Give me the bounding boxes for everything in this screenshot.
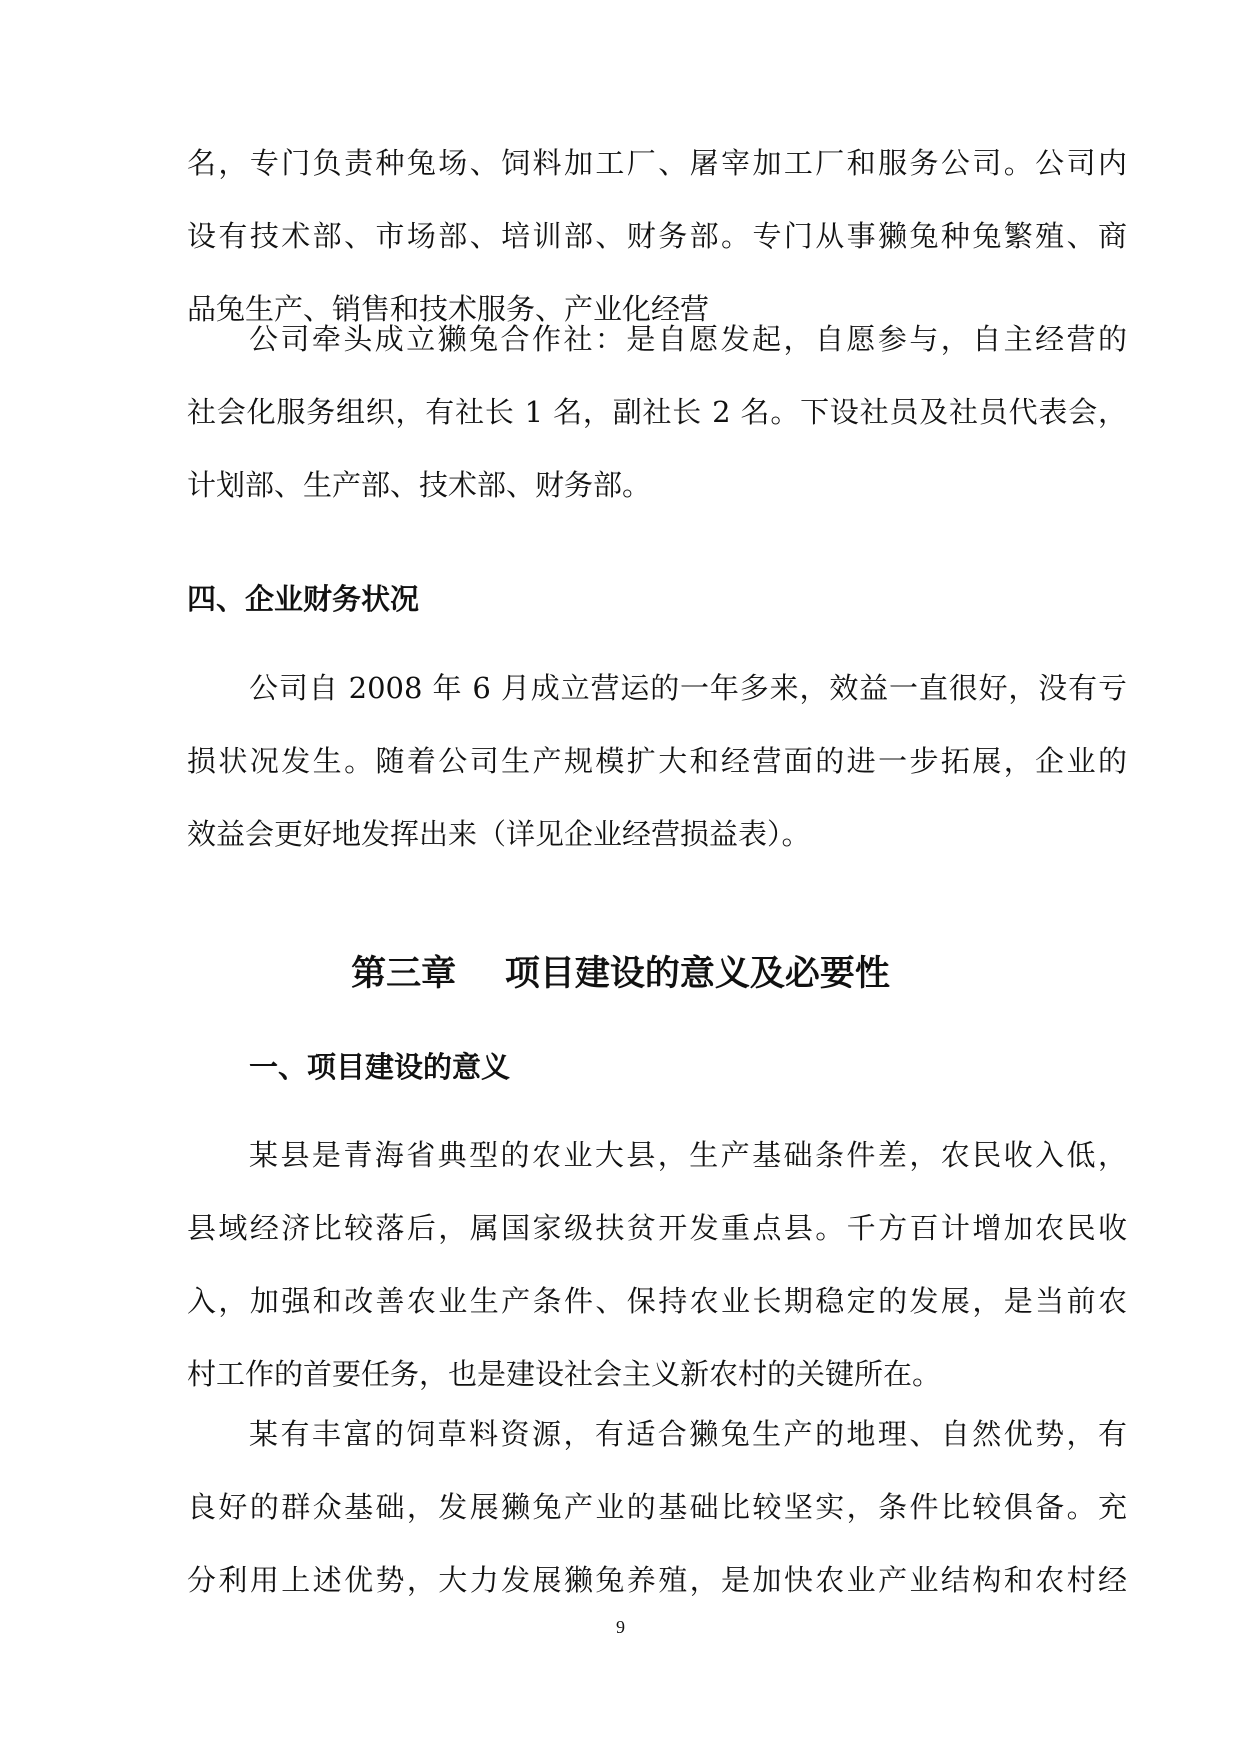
text-line: 品兔生产、销售和技术服务、产业化经营: [187, 292, 710, 326]
text-line: 效益会更好地发挥出来（详见企业经营损益表）。: [187, 817, 811, 851]
paragraph-cooperative: [187, 303, 1127, 522]
text-line: 分利用上述优势，大力发展獭兔养殖，是加快农业产业结构和农村经: [187, 1563, 1127, 1597]
paragraph-county: [187, 1119, 1127, 1411]
text-line: 名，专门负责种兔场、饲料加工厂、屠宰加工厂和服务公司。公司内: [187, 146, 1127, 180]
text-line: 公司自 2008 年 6 月成立营运的一年多来，效益一直很好，没有亏: [249, 671, 1127, 705]
chapter-title: 第三章 项目建设的意义及必要性: [351, 954, 890, 994]
text-line: 入，加强和改善农业生产条件、保持农业长期稳定的发展，是当前农: [187, 1284, 1127, 1318]
text-line: 良好的群众基础，发展獭兔产业的基础比较坚实，条件比较俱备。充: [187, 1490, 1127, 1524]
paragraph-resources: [187, 1398, 1127, 1617]
text-line: 某有丰富的饲草料资源，有适合獭兔生产的地理、自然优势，有: [249, 1417, 1127, 1451]
text-line: 计划部、生产部、技术部、财务部。: [187, 468, 652, 502]
text-line: 设有技术部、市场部、培训部、财务部。专门从事獭兔种兔繁殖、商: [187, 219, 1127, 253]
page-number: 9: [616, 1617, 625, 1637]
section-heading-finance: 四、企业财务状况: [187, 582, 420, 616]
text-line: 某县是青海省典型的农业大县，生产基础条件差，农民收入低，: [249, 1138, 1127, 1172]
section-heading-significance: 一、项目建设的意义: [249, 1050, 511, 1084]
text-line: 县域经济比较落后，属国家级扶贫开发重点县。千方百计增加农民收: [187, 1211, 1127, 1245]
text-line: 村工作的首要任务，也是建设社会主义新农村的关键所在。: [187, 1357, 942, 1391]
text-line: 社会化服务组织，有社长 1 名，副社长 2 名。下设社员及社员代表会，: [187, 395, 1127, 429]
paragraph-finance: [187, 652, 1127, 871]
text-line: 公司牵头成立獭兔合作社：是自愿发起，自愿参与，自主经营的: [249, 322, 1127, 356]
text-line: 损状况发生。随着公司生产规模扩大和经营面的进一步拓展，企业的: [187, 744, 1127, 778]
